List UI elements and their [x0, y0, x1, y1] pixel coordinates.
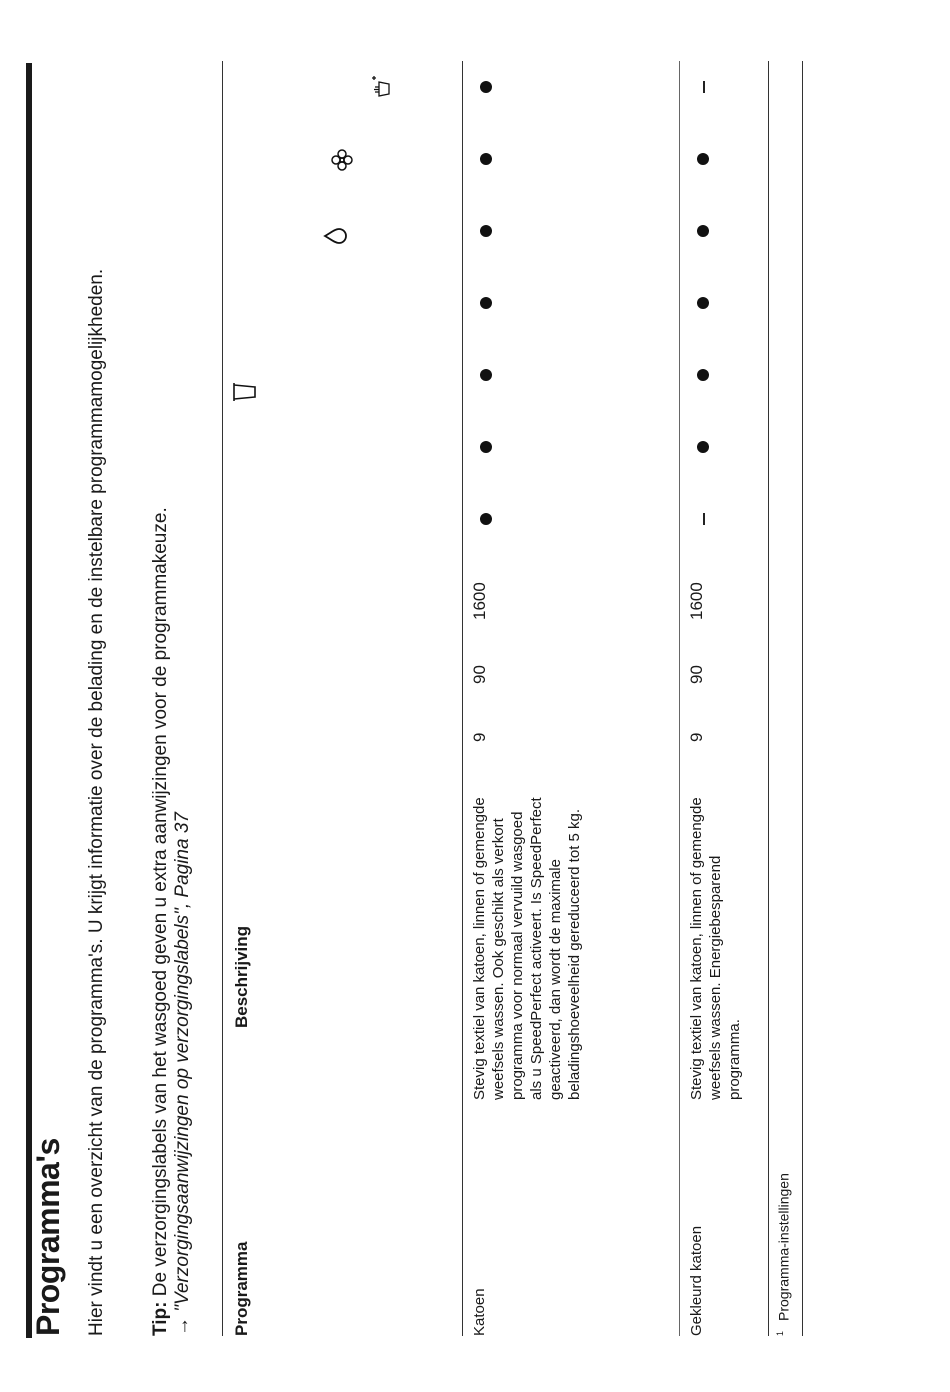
row-2-option-4-dot-icon: [697, 297, 709, 309]
row-2-option-5-dot-icon: [697, 225, 709, 237]
row-2-description: Stevig textiel van katoen, linnen of gemengde weefsels wassen. Energiebesparend programma.: [688, 797, 743, 1100]
column-header-program: Programma: [232, 1241, 251, 1336]
footnote-marker: 1: [775, 1330, 785, 1336]
arrow-icon: →: [172, 1311, 193, 1336]
row-2-option-6-dot-icon: [697, 153, 709, 165]
footnote: [775, 1173, 792, 1336]
flower-softener-icon: [330, 148, 354, 172]
footnote-text: Programma-instellingen: [775, 1173, 792, 1321]
row-1-temperature: 90: [470, 665, 489, 684]
row-2-spin: 1600: [687, 582, 706, 620]
row-1-option-1-dot-icon: [480, 513, 492, 525]
row-2-option-7-dash-icon: [703, 81, 705, 93]
tip-paragraph: [150, 96, 194, 1336]
row-1-option-7-dot-icon: [480, 81, 492, 93]
row-2-load: 9: [687, 732, 706, 742]
row-1-option-3-dot-icon: [480, 369, 492, 381]
tip-text: De verzorgingslabels van het wasgoed geven u extra aanwijzingen voor de programmakeuze.: [150, 507, 171, 1302]
tip-link[interactable]: "Verzorgingsaanwijzingen op verzorgingslabels", Pagina 37: [172, 812, 193, 1312]
intro-text: Hier vindt u een overzicht van de programma's. U krijgt informatie over de belading en de instelbare programmamogelijkheden.: [86, 268, 107, 1336]
row-2-program: Gekleurd katoen: [688, 1225, 705, 1336]
row-2-option-3-dot-icon: [697, 369, 709, 381]
hand-wash-plus-icon: [370, 75, 394, 99]
row-1-option-4-dot-icon: [480, 297, 492, 309]
page-title: Programma's: [30, 1138, 66, 1336]
table-bottom-rule: [768, 61, 769, 1336]
row-1-load: 9: [470, 732, 489, 742]
load-basket-icon: [231, 382, 257, 402]
row-1-spin: 1600: [470, 582, 489, 620]
table-top-rule: [222, 61, 223, 1336]
page-bottom-rule: [802, 61, 803, 1336]
row-2-option-1-dash-icon: [703, 513, 705, 525]
header-bottom-rule: [462, 61, 463, 1336]
row-2-temperature: 90: [687, 665, 706, 684]
column-header-description: Beschrijving: [232, 925, 251, 1028]
row-1-option-2-dot-icon: [480, 441, 492, 453]
row-1-program: Katoen: [471, 1288, 488, 1336]
tip-label: Tip:: [150, 1301, 171, 1336]
row-divider: [679, 61, 680, 1336]
row-1-description: Stevig textiel van katoen, linnen of gemengde weefsels wassen. Ook geschikt als verkort programma voor normaal vervuild wasgoed als u SpeedPerfect activeert. Is SpeedPerfect geactiveerd, dan wordt de maximale beladingshoeveelheid gereduceerd tot 5 kg.: [471, 797, 583, 1100]
rinse-drop-icon: [322, 226, 348, 246]
row-2-option-2-dot-icon: [697, 441, 709, 453]
row-1-option-6-dot-icon: [480, 153, 492, 165]
row-1-option-5-dot-icon: [480, 225, 492, 237]
